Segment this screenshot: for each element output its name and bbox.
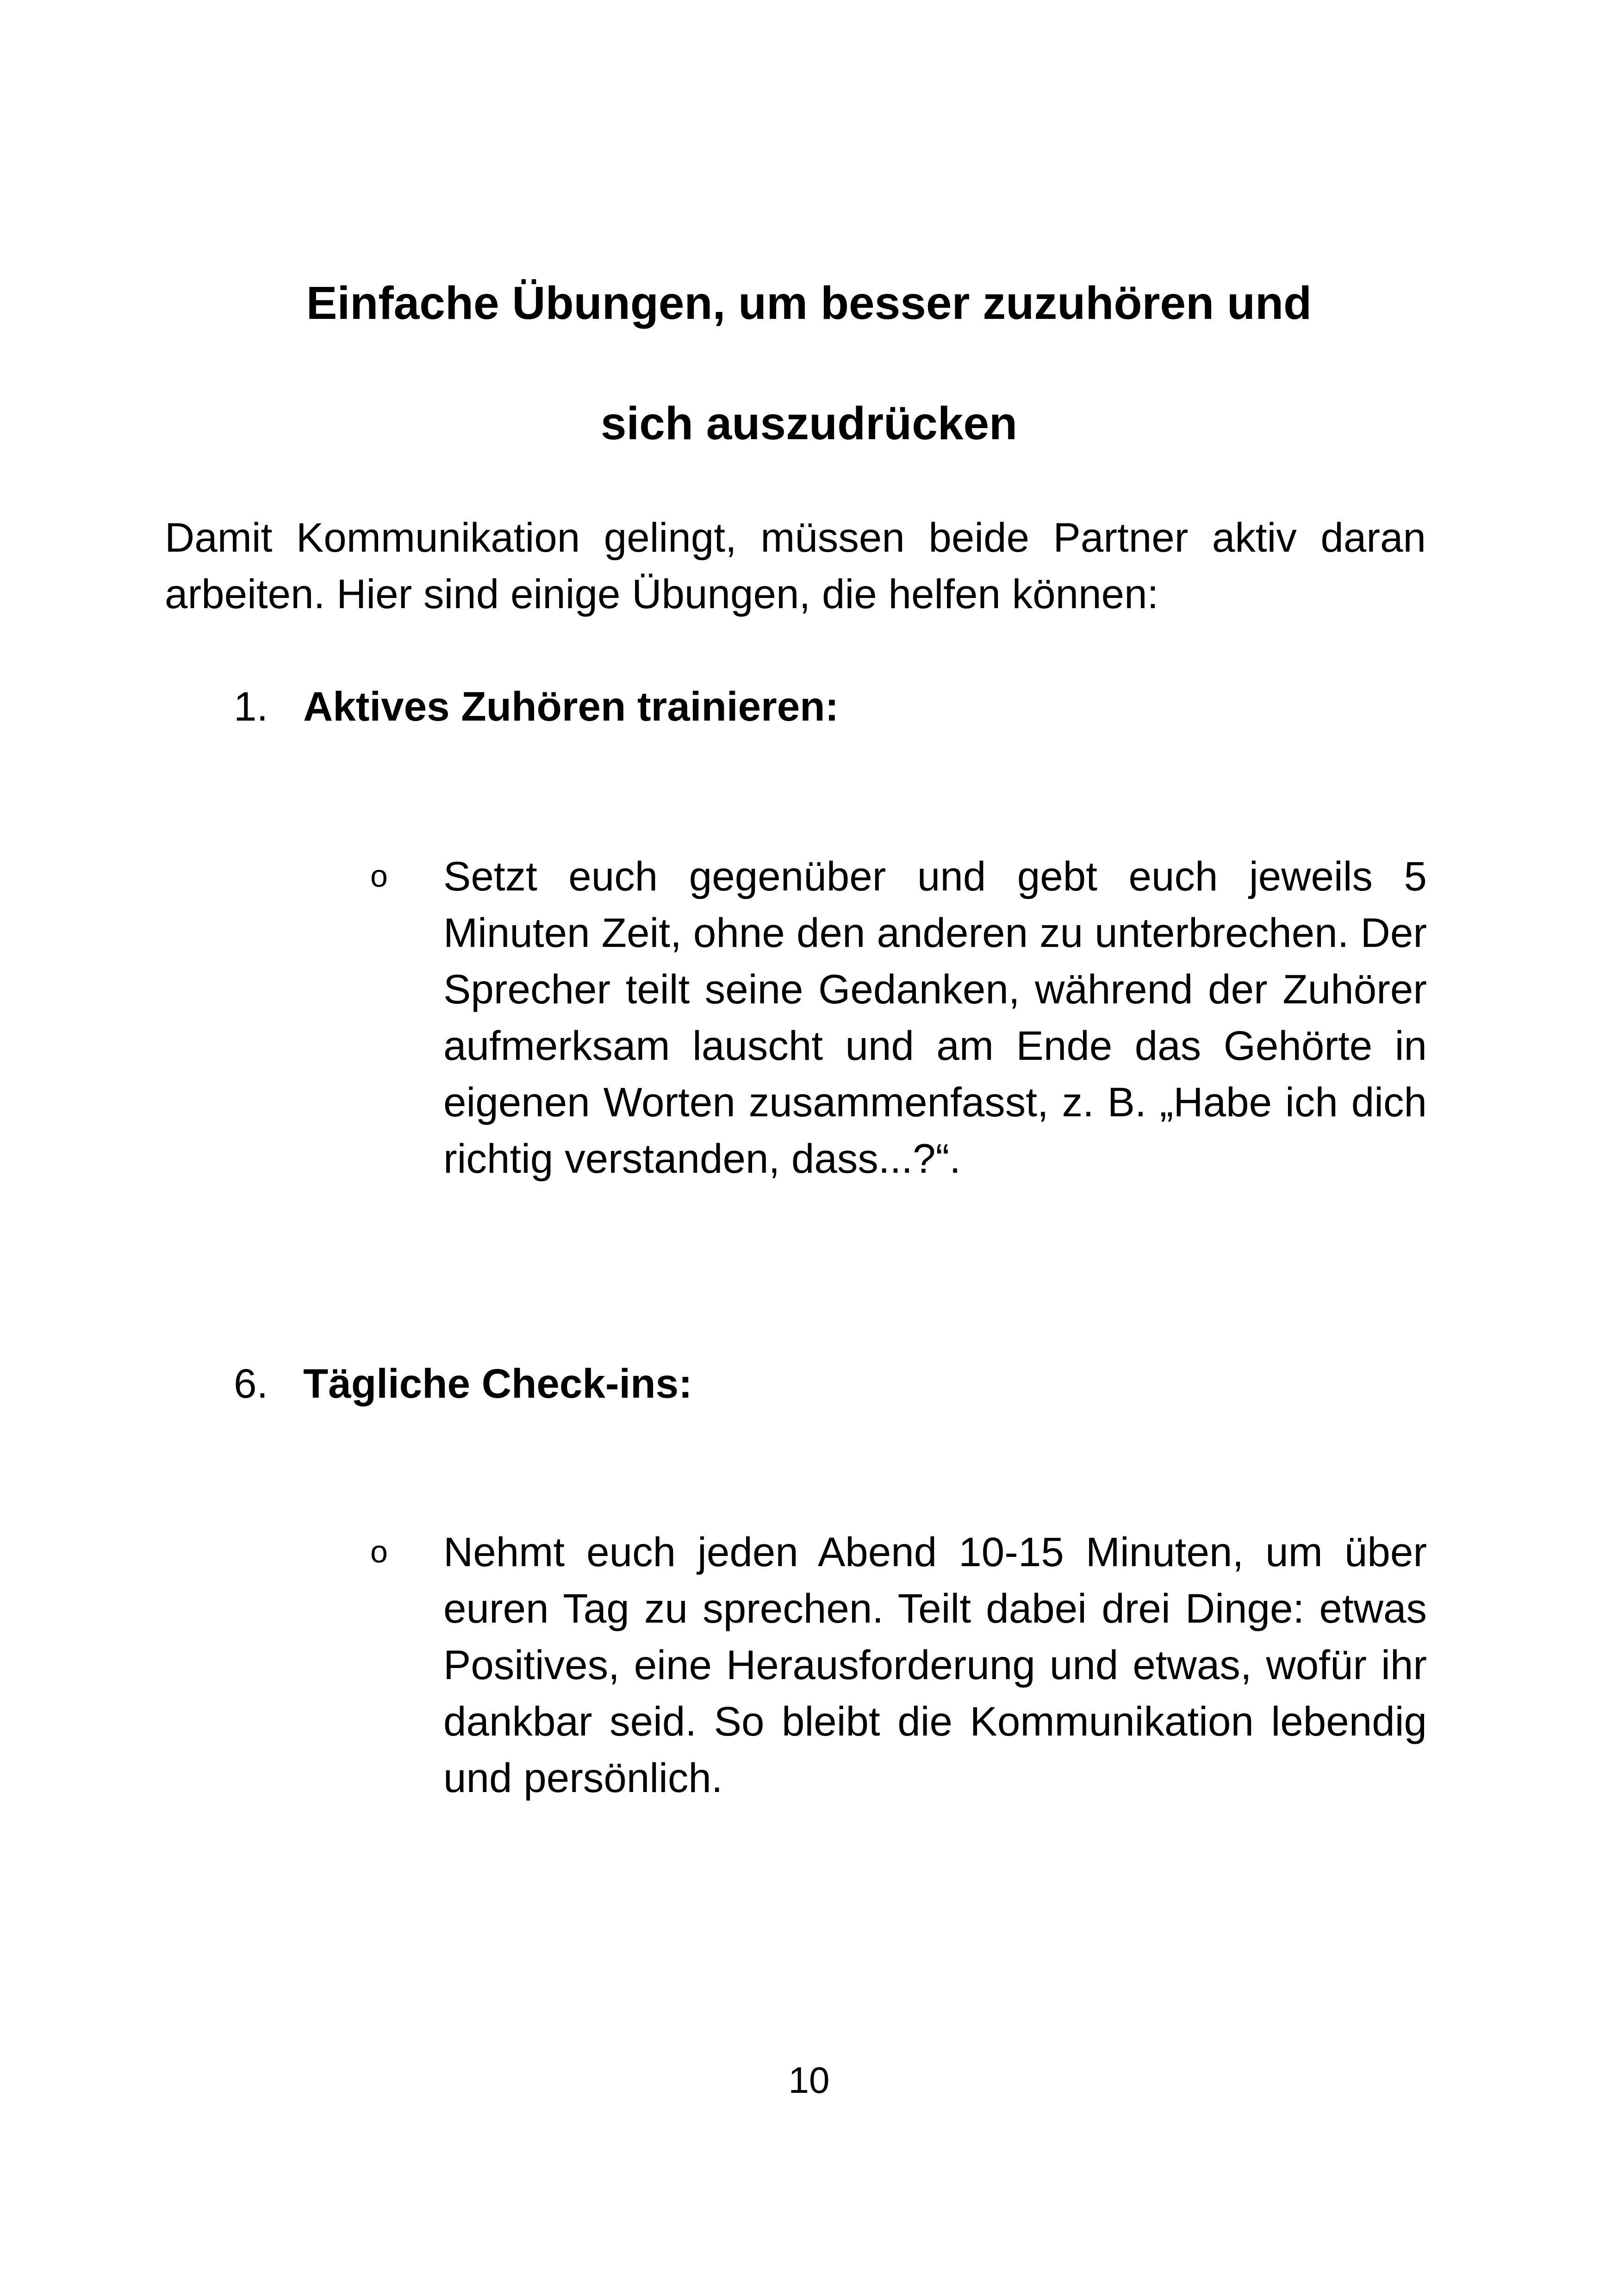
bullet-circle-icon: o — [370, 859, 388, 894]
list-item-number: 6. — [234, 1360, 268, 1406]
page-title-line-2: sich auszudrücken — [600, 398, 1018, 449]
list-item-heading-1 — [234, 678, 839, 734]
list-item-number: 1. — [234, 683, 268, 729]
bullet-circle-icon: o — [370, 1534, 388, 1569]
sub-bullet-text: Setzt euch gegenüber und gebt euch jeweils 5 Minuten Zeit, ohne den anderen zu unterbrechen. Der Sprecher teilt seine Gedanken, während der Zuhörer aufmerksam lauscht und am Ende das Gehörte in eigenen Worten zusammenfasst, z. B. „Habe ich dich richtig verstanden, dass...?“. — [443, 853, 1427, 1182]
list-item-label: Aktives Zuhören trainieren: — [303, 683, 839, 729]
list-item-heading-6 — [234, 1355, 692, 1412]
intro-paragraph: Damit Kommunikation gelingt, müssen beide Partner aktiv daran arbeiten. Hier sind einige Übungen, die helfen können: — [165, 514, 1426, 617]
sub-bullet-text: Nehmt euch jeden Abend 10-15 Minuten, um über euren Tag zu sprechen. Teilt dabei drei Dinge: etwas Positives, eine Herausforderung und etwas, wofür ihr dankbar seid. So bleibt die Kommunikation lebendig und persönlich. — [443, 1529, 1427, 1801]
page-title-line-1: Einfache Übungen, um besser zuzuhören und — [306, 277, 1312, 329]
list-item-label: Tägliche Check-ins: — [303, 1360, 692, 1406]
page-number: 10 — [788, 2060, 830, 2101]
